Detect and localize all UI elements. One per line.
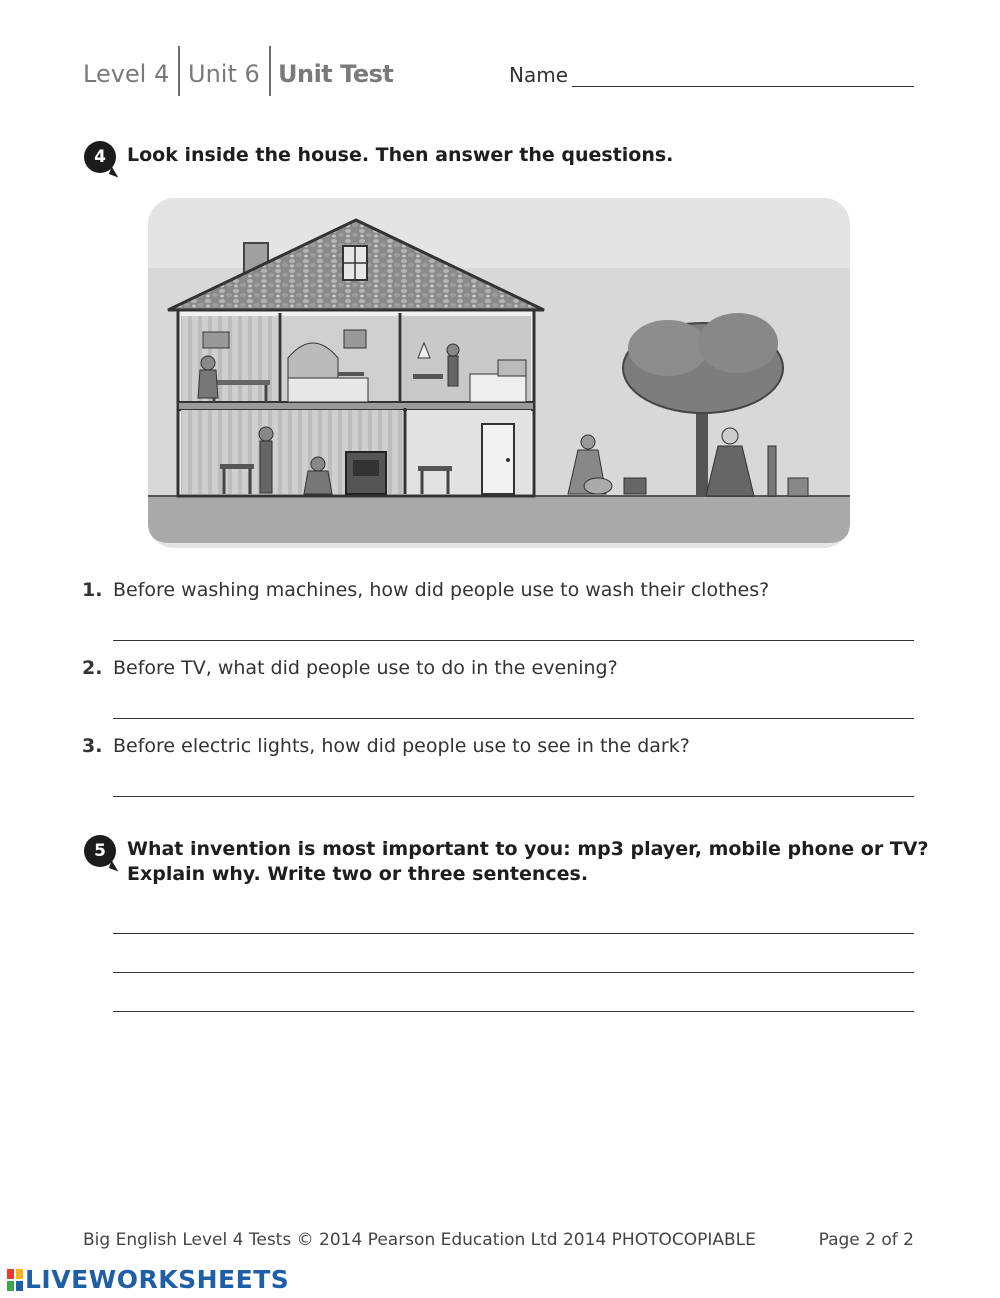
house-illustration — [148, 198, 850, 548]
answer-5-line-2[interactable] — [113, 972, 914, 973]
section-5-instruction-line2: Explain why. Write two or three sentences. — [127, 863, 589, 885]
section-5-badge: 5 — [84, 835, 116, 867]
level-label: Level 4 — [83, 60, 170, 88]
copyright-text: Big English Level 4 Tests © 2014 Pearson Education Ltd 2014 PHOTOCOPIABLE — [83, 1230, 756, 1250]
answer-5-line-3[interactable] — [113, 1011, 914, 1012]
unit-label: Unit 6 — [188, 60, 260, 88]
test-label: Unit Test — [278, 60, 394, 88]
page-number: Page 2 of 2 — [818, 1230, 914, 1250]
answer-1-line[interactable] — [113, 640, 914, 641]
section-4-instruction: Look inside the house. Then answer the questions. — [127, 144, 674, 166]
question-1-number: 1. — [82, 579, 103, 601]
answer-2-line[interactable] — [113, 718, 914, 719]
question-2-text: Before TV, what did people use to do in the evening? — [113, 657, 618, 679]
liveworksheets-logo[interactable] — [7, 1265, 289, 1294]
question-1-text: Before washing machines, how did people use to wash their clothes? — [113, 579, 770, 601]
header-divider — [269, 46, 271, 96]
name-label: Name — [509, 63, 569, 87]
header-divider — [178, 46, 180, 96]
liveworksheets-mark-icon — [7, 1269, 23, 1291]
liveworksheets-text: LIVEWORKSHEETS — [25, 1265, 290, 1294]
question-3-number: 3. — [82, 735, 103, 757]
section-4-badge: 4 — [84, 141, 116, 173]
question-2-number: 2. — [82, 657, 103, 679]
answer-3-line[interactable] — [113, 796, 914, 797]
section-5-instruction-line1: What invention is most important to you: mp3 player, mobile phone or TV? — [127, 838, 929, 860]
answer-5-line-1[interactable] — [113, 933, 914, 934]
name-input-line[interactable] — [572, 86, 914, 87]
question-3-text: Before electric lights, how did people use to see in the dark? — [113, 735, 690, 757]
